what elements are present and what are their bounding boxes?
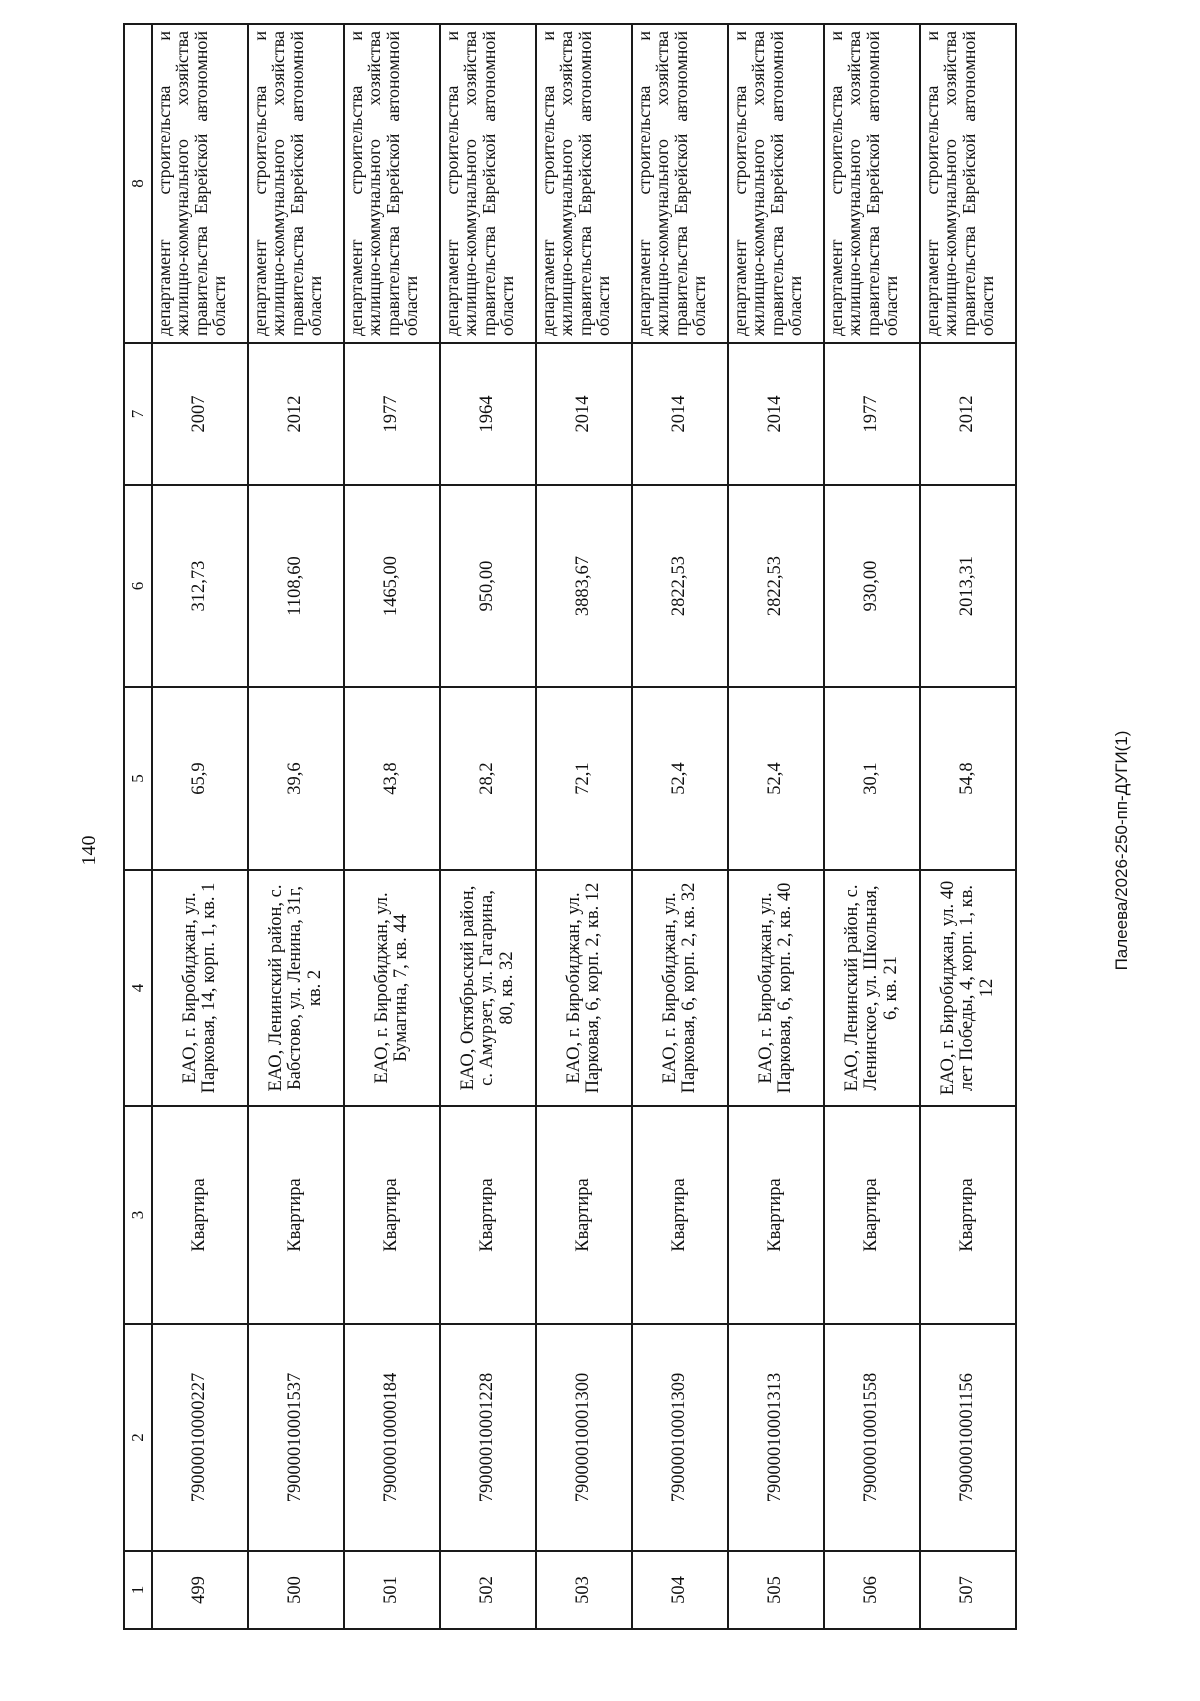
- value-cell: 2822,53: [728, 485, 824, 687]
- area-cell: 54,8: [920, 687, 1016, 870]
- table-row: [152, 24, 248, 1629]
- value-cell: 2013,31: [920, 485, 1016, 687]
- table-row: [728, 24, 824, 1629]
- area-cell: 28,2: [440, 687, 536, 870]
- value-cell: 1465,00: [344, 485, 440, 687]
- value-cell: 3883,67: [536, 485, 632, 687]
- registry-code-cell: 79000010001313: [728, 1324, 824, 1551]
- row-number-cell: 504: [632, 1551, 728, 1629]
- row-number-cell: 499: [152, 1551, 248, 1629]
- row-number-cell: 503: [536, 1551, 632, 1629]
- column-header: 4: [124, 870, 152, 1106]
- row-number-cell: 502: [440, 1551, 536, 1629]
- object-type-cell: Квартира: [248, 1106, 344, 1324]
- column-header: 2: [124, 1324, 152, 1551]
- table-row: [536, 24, 632, 1629]
- holder-cell: департамент строительства и жилищно-коммунального хозяйства правительства Еврейской автономной области: [920, 24, 1016, 343]
- holder-cell: департамент строительства и жилищно-коммунального хозяйства правительства Еврейской автономной области: [632, 24, 728, 343]
- address-cell: ЕАО, г. Биробиджан, ул. Парковая, 6, корп. 2, кв. 12: [536, 870, 632, 1106]
- value-cell: 930,00: [824, 485, 920, 687]
- value-cell: 312,73: [152, 485, 248, 687]
- holder-cell: департамент строительства и жилищно-коммунального хозяйства правительства Еврейской автономной области: [824, 24, 920, 343]
- address-cell: ЕАО, г. Биробиджан, ул. Парковая, 6, корп. 2, кв. 40: [728, 870, 824, 1106]
- row-number-cell: 507: [920, 1551, 1016, 1629]
- table-row: [920, 24, 1016, 1629]
- area-cell: 39,6: [248, 687, 344, 870]
- area-cell: 30,1: [824, 687, 920, 870]
- object-type-cell: Квартира: [920, 1106, 1016, 1324]
- object-type-cell: Квартира: [440, 1106, 536, 1324]
- year-cell: 1977: [344, 343, 440, 485]
- holder-cell: департамент строительства и жилищно-коммунального хозяйства правительства Еврейской автономной области: [152, 24, 248, 343]
- year-cell: 1977: [824, 343, 920, 485]
- column-header: 7: [124, 343, 152, 485]
- column-header: 3: [124, 1106, 152, 1324]
- area-cell: 72,1: [536, 687, 632, 870]
- holder-cell: департамент строительства и жилищно-коммунального хозяйства правительства Еврейской автономной области: [536, 24, 632, 343]
- address-cell: ЕАО, г. Биробиджан, ул. Парковая, 6, корп. 2, кв. 32: [632, 870, 728, 1106]
- holder-cell: департамент строительства и жилищно-коммунального хозяйства правительства Еврейской автономной области: [248, 24, 344, 343]
- table-body: [152, 24, 1016, 1629]
- page-number: 140: [78, 835, 100, 866]
- table-header-row: [124, 24, 152, 1629]
- address-cell: ЕАО, Ленинский район, с. Ленинское, ул. Школьная, 6, кв. 21: [824, 870, 920, 1106]
- year-cell: 2014: [728, 343, 824, 485]
- row-number-cell: 500: [248, 1551, 344, 1629]
- registry-code-cell: 79000010000184: [344, 1324, 440, 1551]
- table-row: [440, 24, 536, 1629]
- area-cell: 52,4: [632, 687, 728, 870]
- holder-cell: департамент строительства и жилищно-коммунального хозяйства правительства Еврейской автономной области: [440, 24, 536, 343]
- registry-code-cell: 79000010001537: [248, 1324, 344, 1551]
- holder-cell: департамент строительства и жилищно-коммунального хозяйства правительства Еврейской автономной области: [728, 24, 824, 343]
- column-header: 6: [124, 485, 152, 687]
- address-cell: ЕАО, г. Биробиджан, ул. Парковая, 14, корп. 1, кв. 1: [152, 870, 248, 1106]
- object-type-cell: Квартира: [632, 1106, 728, 1324]
- registry-code-cell: 79000010001309: [632, 1324, 728, 1551]
- column-header: 5: [124, 687, 152, 870]
- document-code: Палеева/2026-250-пп-ДУГИ(1): [1112, 730, 1131, 971]
- object-type-cell: Квартира: [536, 1106, 632, 1324]
- object-type-cell: Квартира: [152, 1106, 248, 1324]
- table-row: [248, 24, 344, 1629]
- registry-code-cell: 79000010001558: [824, 1324, 920, 1551]
- object-type-cell: Квартира: [728, 1106, 824, 1324]
- registry-code-cell: 79000010001156: [920, 1324, 1016, 1551]
- column-header: 8: [124, 24, 152, 343]
- area-cell: 52,4: [728, 687, 824, 870]
- registry-code-cell: 79000010001300: [536, 1324, 632, 1551]
- value-cell: 950,00: [440, 485, 536, 687]
- table-row: [344, 24, 440, 1629]
- column-header: 1: [124, 1551, 152, 1629]
- year-cell: 2012: [920, 343, 1016, 485]
- row-number-cell: 505: [728, 1551, 824, 1629]
- area-cell: 43,8: [344, 687, 440, 870]
- year-cell: 2012: [248, 343, 344, 485]
- table-row: [632, 24, 728, 1629]
- registry-code-cell: 79000010000227: [152, 1324, 248, 1551]
- row-number-cell: 501: [344, 1551, 440, 1629]
- object-type-cell: Квартира: [824, 1106, 920, 1324]
- address-cell: ЕАО, Ленинский район, с. Бабстово, ул. Ленина, 31г, кв. 2: [248, 870, 344, 1106]
- year-cell: 2014: [536, 343, 632, 485]
- property-table: [123, 23, 1017, 1630]
- value-cell: 1108,60: [248, 485, 344, 687]
- area-cell: 65,9: [152, 687, 248, 870]
- year-cell: 2014: [632, 343, 728, 485]
- value-cell: 2822,53: [632, 485, 728, 687]
- address-cell: ЕАО, г. Биробиджан, ул. 40 лет Победы, 4, корп. 1, кв. 12: [920, 870, 1016, 1106]
- year-cell: 1964: [440, 343, 536, 485]
- object-type-cell: Квартира: [344, 1106, 440, 1324]
- table-row: [824, 24, 920, 1629]
- address-cell: ЕАО, Октябрьский район, с. Амурзет, ул. Гагарина, 80, кв. 32: [440, 870, 536, 1106]
- year-cell: 2007: [152, 343, 248, 485]
- holder-cell: департамент строительства и жилищно-коммунального хозяйства правительства Еврейской автономной области: [344, 24, 440, 343]
- address-cell: ЕАО, г. Биробиджан, ул. Бумагина, 7, кв. 44: [344, 870, 440, 1106]
- row-number-cell: 506: [824, 1551, 920, 1629]
- registry-code-cell: 79000010001228: [440, 1324, 536, 1551]
